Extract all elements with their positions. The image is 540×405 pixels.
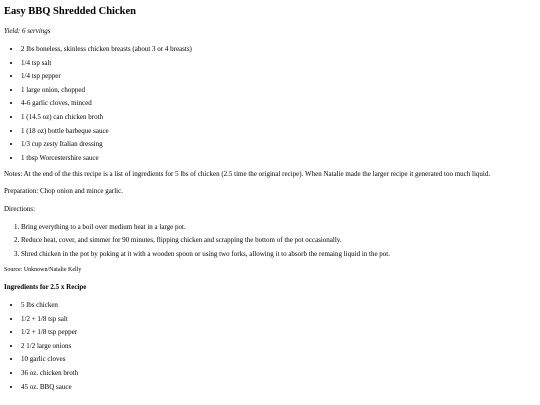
list-item: • 1 large onion, chopped — [21, 86, 536, 95]
large-batch-ingredients-list — [4, 301, 536, 392]
direction-step: 2. Reduce heat, cover, and simmer for 90 minutes, flipping chicken and scrapping the bottom of the pot occasionally. — [21, 236, 536, 245]
recipe-title: Easy BBQ Shredded Chicken — [4, 6, 136, 17]
list-item: • 1/4 tsp pepper — [21, 72, 536, 81]
large-batch-heading: Ingredients for 2.5 x Recipe — [4, 282, 87, 291]
recipe-yield: Yield: 6 servings — [4, 27, 51, 35]
recipe-preparation: Preparation: Chop onion and mince garlic. — [4, 186, 123, 195]
list-item: • 1 (14.5 oz) can chicken broth — [21, 113, 536, 122]
directions-label: Directions: — [4, 204, 36, 213]
list-item: • 4-6 garlic cloves, minced — [21, 99, 536, 108]
list-item: • 45 oz. BBQ sauce — [21, 383, 536, 392]
list-item: • 1/2 + 1/8 tsp salt — [21, 315, 536, 324]
list-item: • 2 1/2 large onions — [21, 342, 536, 351]
list-item: • 1/2 + 1/8 tsp pepper — [21, 328, 536, 337]
list-item: • 1/3 cup zesty Italian dressing — [21, 140, 536, 149]
recipe-notes: Notes: At the end of the this recipe is a list of ingredients for 5 lbs of chicken (2.5 time the original recipe). When Natalie made the larger recipe it generated too much liquid. — [4, 169, 491, 178]
list-item: • 10 garlic cloves — [21, 355, 536, 364]
list-item: • 1 tbsp Worcestershire sauce — [21, 154, 536, 163]
list-item: • 36 oz. chicken broth — [21, 369, 536, 378]
list-item: • 1/4 tsp salt — [21, 59, 536, 68]
list-item: • 1 (18 oz) bottle barbeque sauce — [21, 127, 536, 136]
ingredients-list — [4, 45, 536, 163]
direction-step: 1. Bring everything to a boil over medium heat in a large pot. — [21, 223, 536, 232]
directions-list — [4, 223, 536, 259]
recipe-source: Source: Unknown/Natalie Kelly — [4, 266, 82, 273]
list-item: • 5 lbs chicken — [21, 301, 536, 310]
list-item: • 2 lbs boneless, skinless chicken breasts (about 3 or 4 breasts) — [21, 45, 536, 54]
direction-step: 3. Shred chicken in the pot by poking at it with a wooden spoon or using two forks, allowing it to absorb the remaing liquid in the pot. — [21, 250, 536, 259]
